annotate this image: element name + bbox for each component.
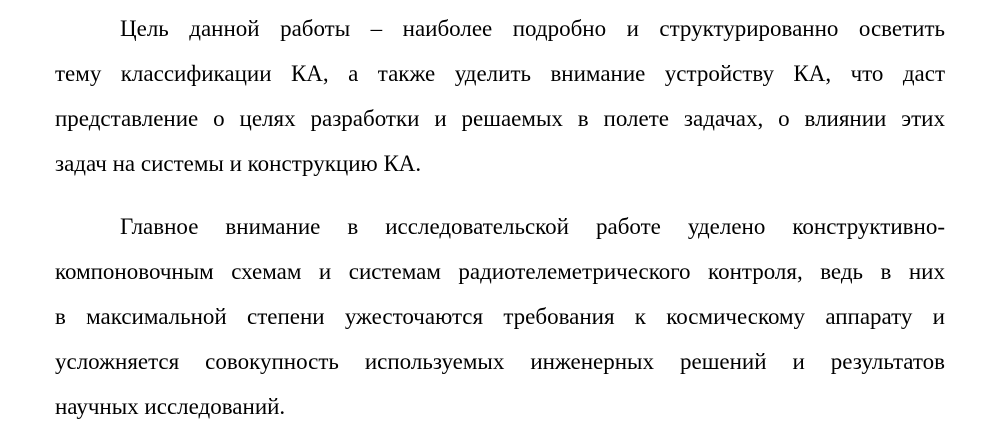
text-line: тему классификации КА, а также уделить внимание устройству КА, что даст	[55, 61, 945, 86]
text-line: усложняется совокупность используемых инженерных решений и результатов	[55, 349, 945, 374]
paragraph	[55, 6, 945, 186]
text-line: компоновочным схемам и системам радиотелеметрического контроля, ведь в них	[55, 259, 945, 284]
text-line: представление о целях разработки и решаемых в полете задачах, о влиянии этих	[55, 106, 945, 131]
text-line: Цель данной работы – наиболее подробно и структурированно осветить	[120, 16, 945, 41]
text-line: научных исследований.	[55, 394, 286, 419]
paragraphs-container	[55, 6, 945, 429]
text-line: задач на системы и конструкцию КА.	[55, 151, 422, 176]
text-line: в максимальной степени ужесточаются требования к космическому аппарату и	[55, 304, 945, 329]
text-line: Главное внимание в исследовательской работе уделено конструктивно-	[120, 214, 945, 239]
paragraph	[55, 204, 945, 429]
